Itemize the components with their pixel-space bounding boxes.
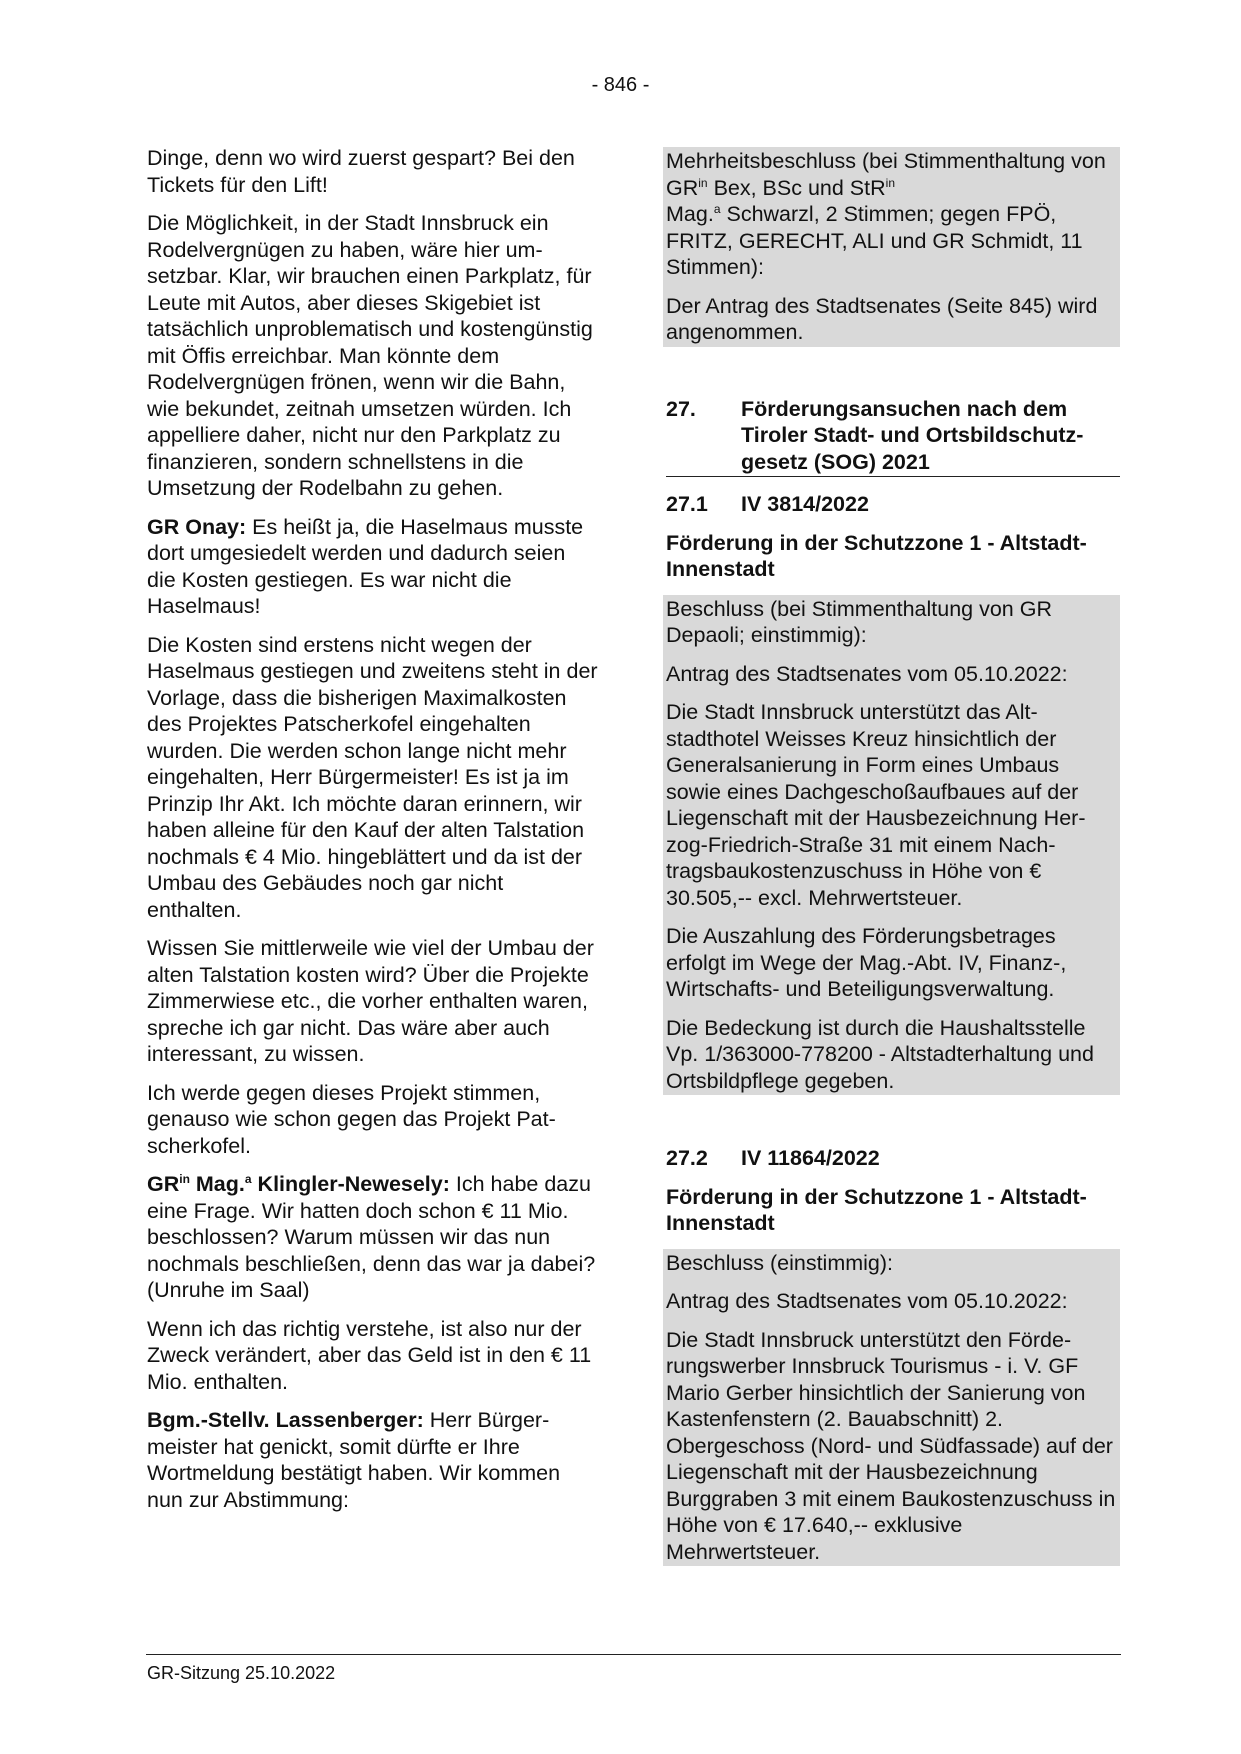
paragraph: Dinge, denn wo wird zuerst gespart? Bei den Tickets für den Lift! — [147, 146, 575, 197]
sub-item-ref: IV 11864/2022 — [741, 1146, 880, 1170]
speaker-name: Bgm.-Stellv. Lassenberger: — [147, 1408, 424, 1432]
paragraph: Wissen Sie mittlerweile wie viel der Umbau der alten Talstation kosten wird? Über die Projekte Zimmerwiese etc., die vorher enthalten waren, spreche ich gar nicht. Das wäre aber auch interessant, zu wissen. — [147, 936, 594, 1066]
paragraph: Antrag des Stadtsenates vom 05.10.2022: — [666, 1289, 1068, 1313]
speech-text: Ich habe dazu eine Frage. Wir hatten doch schon € 11 Mio. beschlossen? Warum müssen wir das nun nochmals beschließen, denn das war ja dabei? (Unruhe im Saal) — [147, 1172, 596, 1302]
sub-item-title: Förderung in der Schutzzone 1 - Altstadt-Innenstadt — [666, 1184, 1087, 1235]
left-column — [147, 145, 599, 1525]
page-number: - 846 - — [591, 74, 650, 96]
sub-item-heading — [666, 491, 1120, 518]
agenda-item-title: Förderungsansuchen nach dem Tiroler Stadt- und Ortsbildschutzgesetz (SOG) 2021 — [741, 396, 1084, 474]
paragraph: Die Bedeckung ist durch die Haushaltsstelle Vp. 1/363000-778200 - Altstadterhaltung und Ortsbildpflege gegeben. — [666, 1015, 1094, 1093]
vote-result: Mehrheitsbeschluss (bei Stimmenthaltung von $GR^{in}$ Bex, BSc und StR$^{in}$ Mag.$^a$ Schwarzl, 2 Stimmen; gegen FPÖ, FRITZ, GERECHT, ALI und GR Schmidt, 11 Stimmen): — [666, 149, 1106, 279]
paragraph: Die Auszahlung des Förderungsbetrages erfolgt im Wege der Mag.-Abt. IV, Finanz-, Wirtschafts- und Beteiligungsverwaltung. — [666, 924, 1067, 1001]
resolution-box — [663, 595, 1120, 1096]
sub-item-heading — [666, 1145, 1120, 1172]
paragraph: Ich werde gegen dieses Projekt stimmen, genauso wie schon gegen das Projekt Patscherkofel. — [147, 1080, 556, 1158]
sub-item-ref: IV 3814/2022 — [741, 492, 869, 516]
resolution-box — [663, 1249, 1120, 1567]
footer-divider — [146, 1654, 1121, 1655]
footer-text: GR-Sitzung 25.10.2022 — [147, 1663, 336, 1683]
paragraph: Die Stadt Innsbruck unterstützt den Förderungswerber Innsbruck Tourismus - i. V. GF Mario Gerber hinsichtlich der Sanierung von Kastenfenstern (2. Bauabschnitt) 2. Obergeschoss (Nord- und Südfassade) auf der Liegenschaft mit der Hausbezeichnung Burggraben 3 mit einem Baukostenzuschuss in Höhe von € 17.640,-- exklusive Mehrwertsteuer. — [666, 1327, 1116, 1564]
sub-item-number: 27.2 — [666, 1146, 708, 1170]
speaker-name: $GR^{in}$ Mag.$^a$ Klingler-Newesely: — [147, 1172, 450, 1196]
speech-text: Herr Bürgermeister hat genickt, somit dürfte er Ihre Wortmeldung bestätigt haben. Wir kommen nun zur Abstimmung: — [147, 1408, 561, 1512]
paragraph: Antrag des Stadtsenates vom 05.10.2022: — [666, 661, 1068, 686]
paragraph: Die Stadt Innsbruck unterstützt das Altstadthotel Weisses Kreuz hinsichtlich der Generalsanierung in Form eines Umbaus sowie eines Dachgeschoßaufbaues auf der Liegenschaft mit der Hausbezeichnung Herzog-Friedrich-Straße 31 mit einem Nachtragsbaukostenzuschuss in Höhe von € 30.505,-- excl. Mehrwertsteuer. — [666, 700, 1086, 910]
sub-item-number: 27.1 — [666, 492, 708, 516]
paragraph — [147, 1407, 599, 1513]
paragraph: Wenn ich das richtig verstehe, ist also nur der Zweck verändert, aber das Geld ist in den € 11 Mio. enthalten. — [147, 1316, 592, 1394]
paragraph — [147, 1171, 599, 1304]
paragraph: Die Möglichkeit, in der Stadt Innsbruck ein Rodelvergnügen zu haben, wäre hier umsetzbar. Klar, wir brauchen einen Parkplatz, für Leute mit Autos, aber dieses Skigebiet ist tatsächlich unproblematisch und kostengünstig mit Öffis erreichbar. Man könnte dem Rodelvergnügen frönen, wenn wir die Bahn, wie bekundet, zeitnah umsetzen würden. Ich appelliere daher, nicht nur den Parkplatz zu finanzieren, sondern schnellstens in die Umsetzung der Rodelbahn zu gehen. — [147, 211, 593, 500]
sub-item-title: Förderung in der Schutzzone 1 - Altstadt-Innenstadt — [666, 530, 1087, 581]
resolution-box — [663, 147, 1120, 347]
resolution-text: Der Antrag des Stadtsenates (Seite 845) wird angenommen. — [666, 293, 1098, 344]
speech-text: Es heißt ja, die Haselmaus musste dort umgesiedelt werden und dadurch seien die Kosten gestiegen. Es war nicht die Haselmaus! — [147, 514, 584, 618]
speaker-name: GR Onay: — [147, 514, 247, 539]
agenda-item-number: 27. — [666, 396, 696, 421]
right-column — [666, 147, 1120, 1566]
paragraph: Die Kosten sind erstens nicht wegen der Haselmaus gestiegen und zweitens steht in der Vorlage, dass die bisherigen Maximalkosten des Projektes Patscherkofel eingehalten wurden. Die werden schon lange nicht mehr eingehalten, Herr Bürgermeister! Es ist ja im Prinzip Ihr Akt. Ich möchte daran erinnern, wir haben alleine für den Kauf der alten Talstation nochmals € 4 Mio. hingeblättert und da ist der Umbau des Gebäudes noch gar nicht enthalten. — [147, 632, 598, 922]
paragraph — [147, 514, 599, 620]
paragraph: Beschluss (bei Stimmenthaltung von GR Depaoli; einstimmig): — [666, 596, 1052, 647]
paragraph: Beschluss (einstimmig): — [666, 1250, 893, 1275]
agenda-item-heading — [666, 396, 1120, 478]
